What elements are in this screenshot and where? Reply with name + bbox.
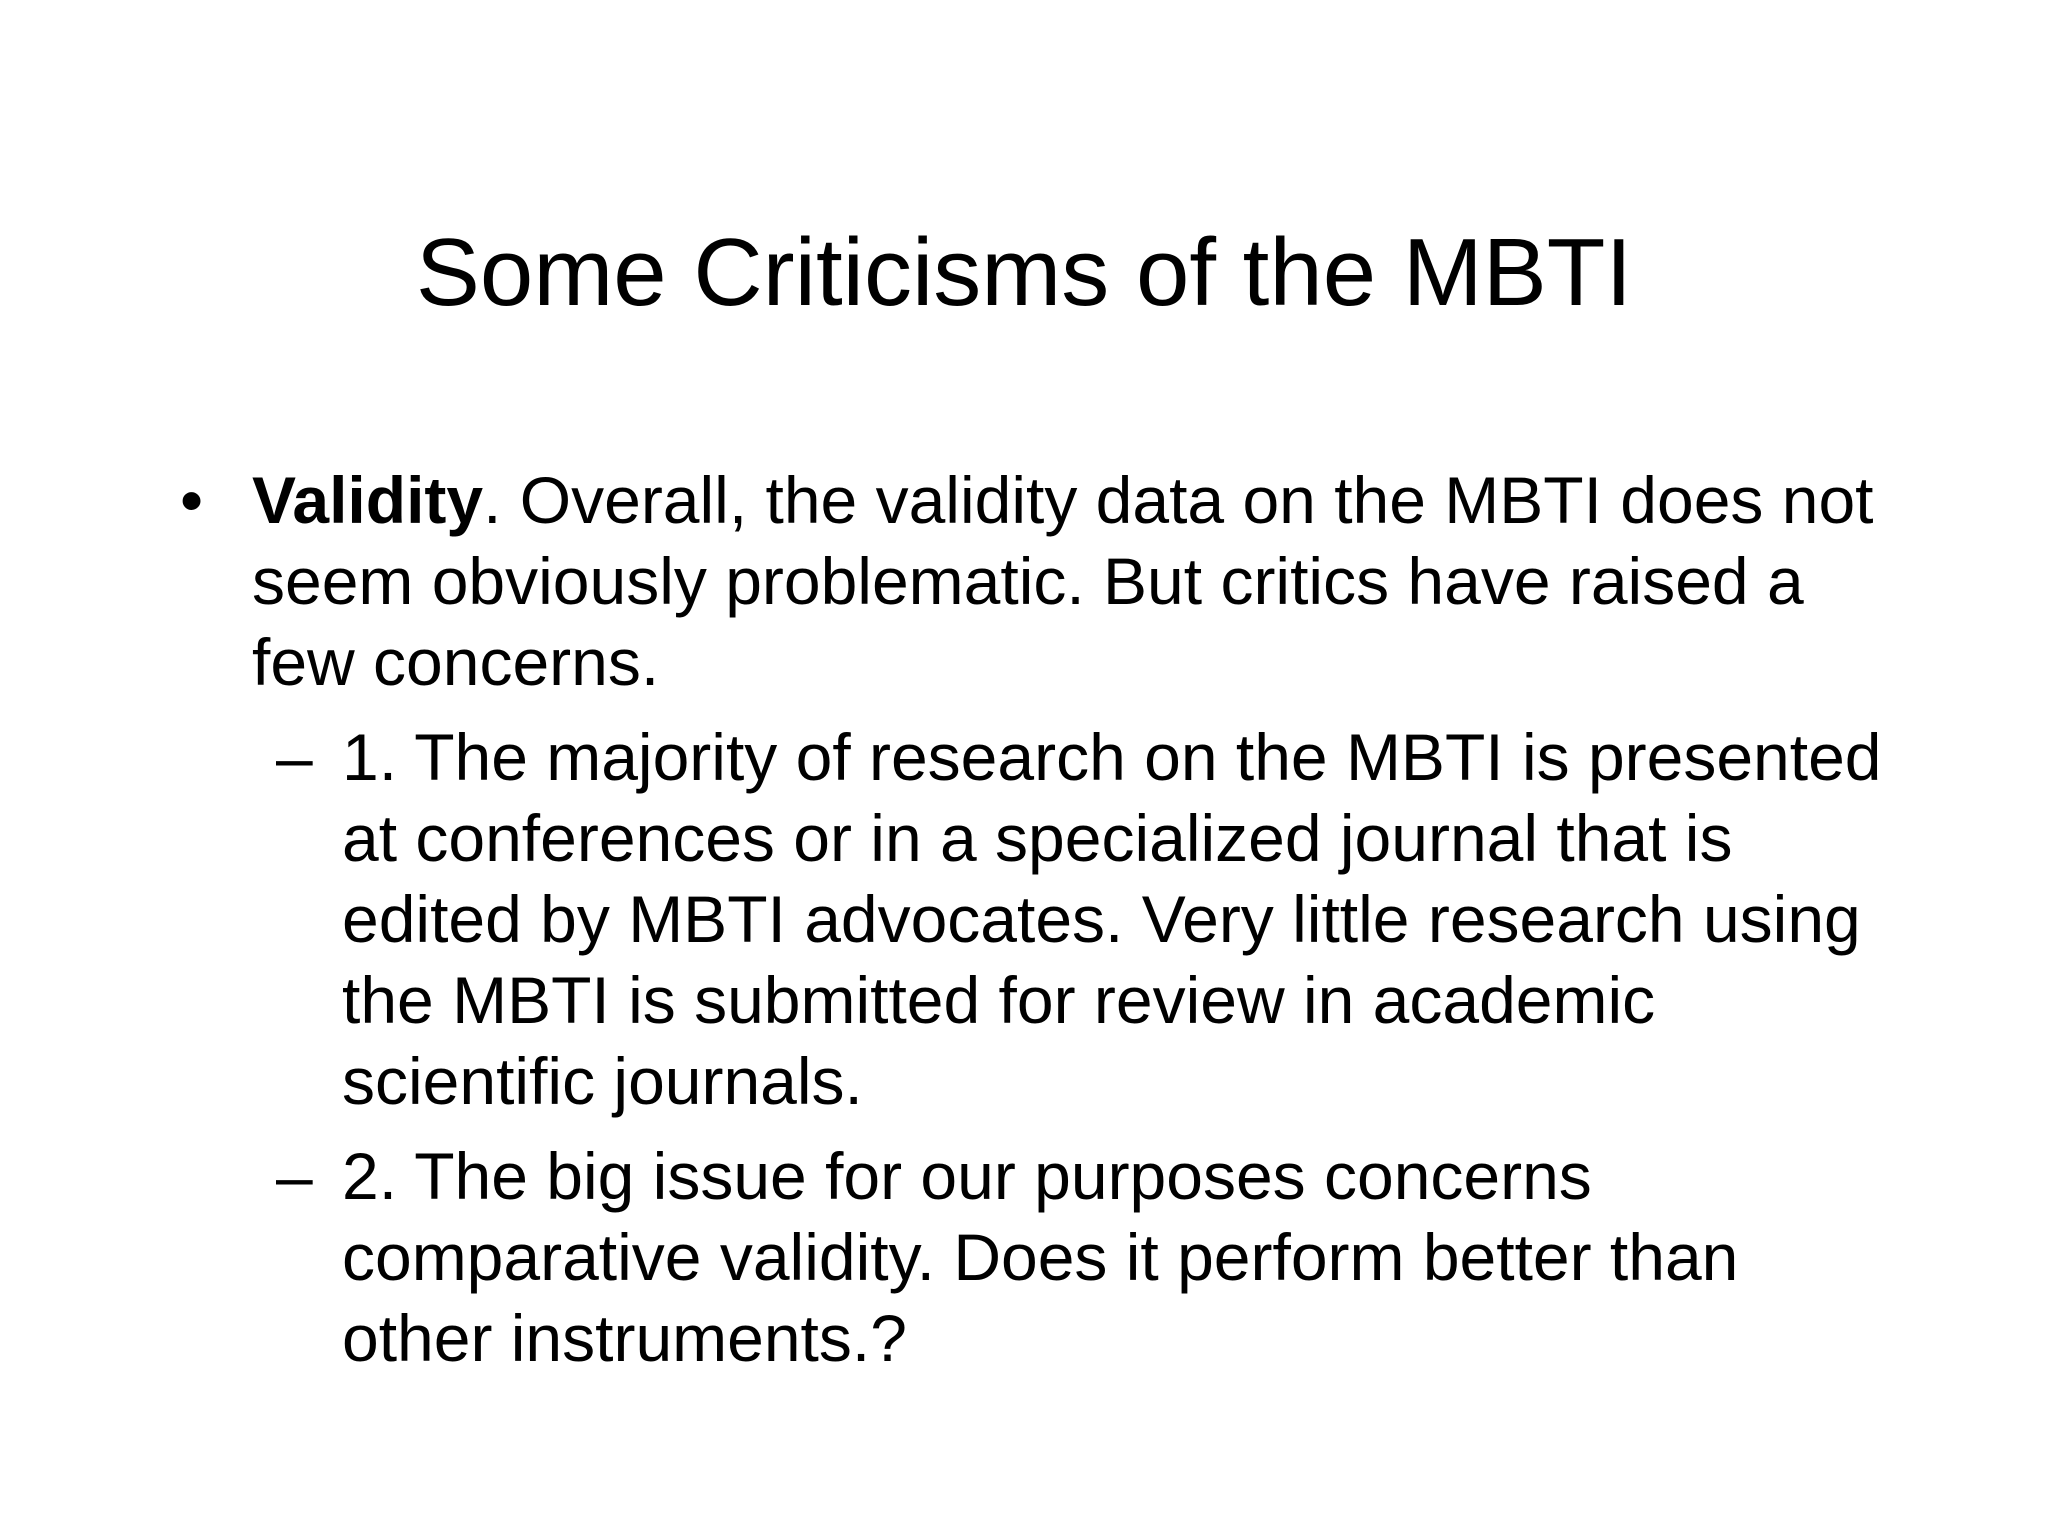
sub-item-text: 1. The majority of research on the MBTI is presented at conferences or in a specialized journal that is edited by MBTI advocates. Very little research using the MBTI is submitted for review in academic scientific journals. [342, 720, 1882, 1118]
sub-item-text: 2. The big issue for our purposes concerns comparative validity. Does it perform better than other instruments.? [342, 1139, 1739, 1375]
bullet-validity [180, 460, 1892, 703]
bullet-bold-lead: Validity [252, 463, 484, 537]
slide-content [0, 460, 2048, 1379]
sub-item-comparative-validity [276, 1136, 1902, 1379]
bullet-body: . Overall, the validity data on the MBTI does not seem obviously problematic. But critics have raised a few concerns. [252, 463, 1874, 699]
sub-item-marker: – [276, 720, 313, 794]
slide-title: Some Criticisms of the MBTI [415, 219, 1633, 326]
sub-item-research-venues [276, 717, 1902, 1122]
sub-item-marker: – [276, 1139, 313, 1213]
bullet-text [252, 460, 1892, 703]
bullet-marker: • [180, 463, 204, 537]
